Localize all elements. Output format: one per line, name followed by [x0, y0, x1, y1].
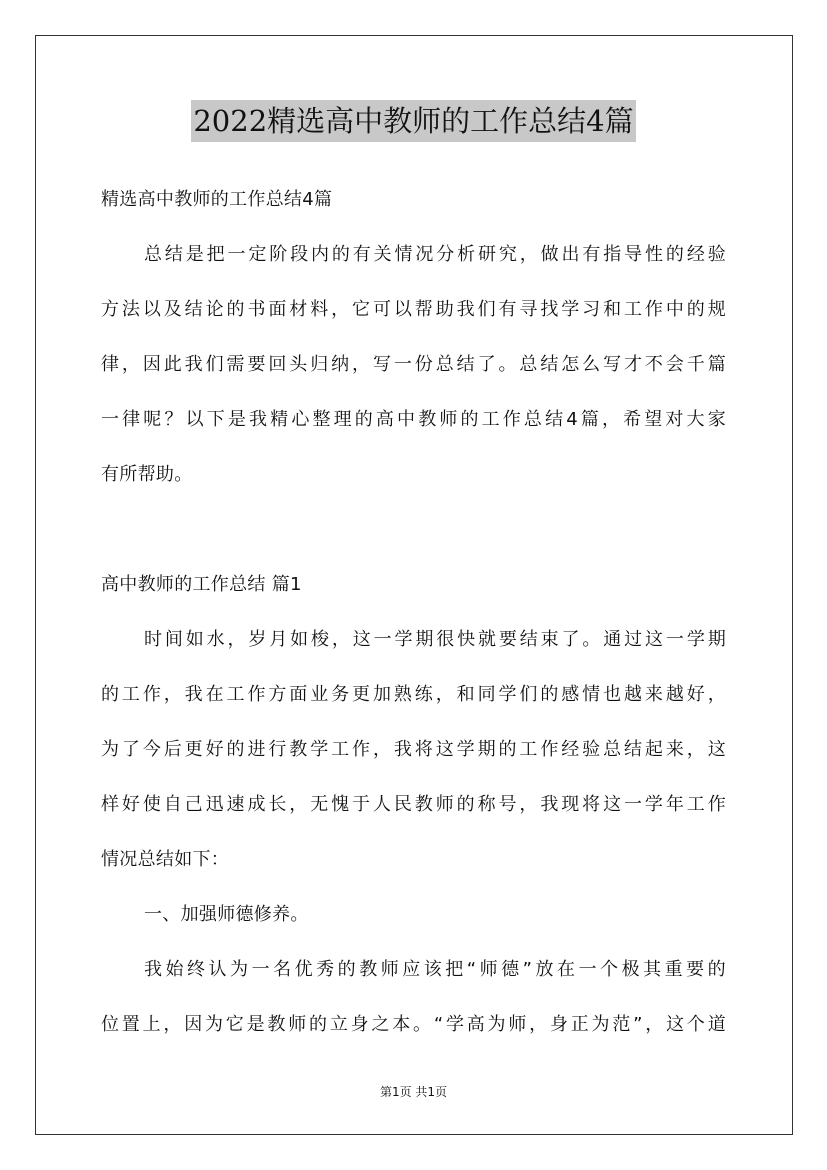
intro-line: 方法以及结论的书面材料，它可以帮助我们有寻找学习和工作中的规 — [101, 299, 726, 320]
paragraph-gap — [101, 502, 726, 557]
point-heading: 一、加强师德修养。 — [144, 904, 309, 925]
section-line: 的工作，我在工作方面业务更加熟练，和同学们的感情也越来越好， — [101, 684, 726, 705]
intro-line: 有所帮助。 — [101, 464, 193, 485]
intro-line: 总结是把一定阶段内的有关情况分析研究，做出有指导性的经验 — [144, 244, 726, 265]
page-footer: 第1页 共1页 — [379, 1085, 448, 1099]
section-line: 时间如水，岁月如梭，这一学期很快就要结束了。通过这一学期 — [144, 629, 726, 650]
point-line: 我始终认为一名优秀的教师应该把“师德”放在一个极其重要的 — [144, 959, 726, 980]
section-heading: 高中教师的工作总结 篇1 — [101, 574, 302, 595]
document-body — [101, 172, 726, 1052]
section-line: 为了今后更好的进行教学工作，我将这学期的工作经验总结起来，这 — [101, 739, 726, 760]
section-line: 情况总结如下： — [101, 849, 230, 870]
document-subtitle: 精选高中教师的工作总结4篇 — [101, 189, 333, 210]
point-line: 位置上，因为它是教师的立身之本。“学高为师，身正为范”，这个道 — [101, 1014, 726, 1035]
intro-line: 一律呢？以下是我精心整理的高中教师的工作总结4篇，希望对大家 — [101, 409, 726, 430]
document-title: 2022精选高中教师的工作总结4篇 — [191, 100, 635, 142]
title-container — [0, 100, 827, 142]
section-line: 样好使自己迅速成长，无愧于人民教师的称号，我现将这一学年工作 — [101, 794, 726, 815]
intro-line: 律，因此我们需要回头归纳，写一份总结了。总结怎么写才不会千篇 — [101, 354, 726, 375]
